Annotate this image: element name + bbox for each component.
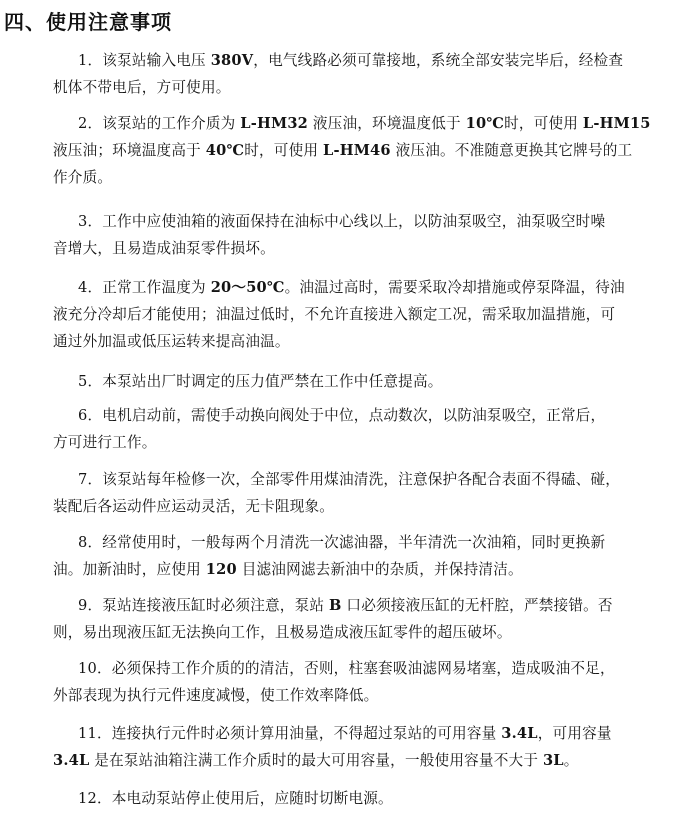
item-2-line-2 bbox=[53, 141, 632, 161]
item-6-line-1 bbox=[78, 406, 605, 426]
text-run: 3．工作中应使油箱的液面保持在油标中心线以上，以防油泵吸空，油泵吸空时噪 bbox=[78, 213, 606, 230]
bold-value: 3L bbox=[542, 752, 564, 769]
text-run: 5．本泵站出厂时调定的压力值严禁在工作中任意提高。 bbox=[78, 373, 443, 390]
text-run: 通过外加温或低压运转来提高油温。 bbox=[53, 333, 290, 350]
text-run: 9．泵站连接液压缸时必须注意，泵站 bbox=[78, 597, 330, 614]
item-5-line-1 bbox=[78, 372, 443, 392]
bold-value: 40℃ bbox=[205, 142, 245, 159]
text-run: ，电气线路必须可靠接地，系统全部安装完毕后，经检查 bbox=[253, 52, 624, 69]
item-2-line-3 bbox=[53, 168, 112, 188]
bold-value: 10℃ bbox=[465, 115, 505, 132]
text-run: 液压油，环境温度低于 bbox=[308, 115, 466, 132]
text-run: 1．该泵站输入电压 bbox=[78, 52, 211, 69]
text-run: 12．本电动泵站停止使用后，应随时切断电源。 bbox=[78, 790, 393, 807]
bold-value: B bbox=[329, 597, 342, 614]
item-4-line-2 bbox=[53, 305, 615, 325]
item-3-line-1 bbox=[78, 212, 605, 232]
item-7-line-2 bbox=[53, 497, 334, 517]
bold-value: 3.4L bbox=[53, 752, 90, 769]
text-run: 油。加新油时，应使用 bbox=[53, 561, 206, 578]
item-3-line-2 bbox=[53, 239, 275, 259]
item-11-line-1 bbox=[78, 724, 612, 744]
text-run: ，可用容量 bbox=[537, 725, 612, 742]
item-10-line-2 bbox=[53, 686, 378, 706]
bold-value: 3.4L bbox=[501, 725, 538, 742]
bold-value: L-HM46 bbox=[323, 142, 391, 159]
item-1-line-2 bbox=[53, 78, 231, 98]
item-2-line-1 bbox=[78, 114, 651, 134]
item-8-line-2 bbox=[53, 560, 523, 580]
text-run: 7．该泵站每年检修一次，全部零件用煤油清洗，注意保护各配合表面不得磕、碰， bbox=[78, 471, 621, 488]
text-run: 外部表现为执行元件速度减慢，使工作效率降低。 bbox=[53, 687, 379, 704]
item-7-line-1 bbox=[78, 470, 620, 490]
bold-value: L-HM32 bbox=[240, 115, 309, 132]
text-run: 时，可使用 bbox=[244, 142, 323, 159]
item-6-line-2 bbox=[53, 433, 157, 453]
item-12-line-1 bbox=[78, 789, 393, 809]
text-run: 。 bbox=[563, 752, 579, 769]
text-run: 目滤油网滤去新油中的杂质，并保持清洁。 bbox=[236, 561, 523, 578]
text-run: 2．该泵站的工作介质为 bbox=[78, 115, 241, 132]
item-10-line-1 bbox=[78, 659, 615, 679]
text-run: 8．经常使用时，一般每两个月清洗一次滤油器，半年清洗一次油箱，同时更换新 bbox=[78, 534, 606, 551]
item-11-line-2 bbox=[53, 751, 579, 771]
text-run: 音增大，且易造成油泵零件损坏。 bbox=[53, 240, 275, 257]
item-8-line-1 bbox=[78, 533, 605, 553]
text-run: 口必须接液压缸的无杆腔，严禁接错。否 bbox=[341, 597, 613, 614]
item-4-line-3 bbox=[53, 332, 290, 352]
text-run: 机体不带电后，方可使用。 bbox=[53, 79, 231, 96]
bold-value: 120 bbox=[205, 561, 237, 578]
item-1-line-1 bbox=[78, 51, 623, 71]
bold-value: 20～50℃ bbox=[210, 279, 285, 296]
text-run: 11．连接执行元件时必须计算用油量，不得超过泵站的可用容量 bbox=[78, 725, 502, 742]
text-run: 是在泵站油箱注满工作介质时的最大可用容量，一般使用容量不大于 bbox=[89, 752, 543, 769]
bold-value: L-HM15 bbox=[582, 115, 651, 132]
text-run: 方可进行工作。 bbox=[53, 434, 157, 451]
text-run: 液压油；环境温度高于 bbox=[53, 142, 206, 159]
text-run: 4．正常工作温度为 bbox=[78, 279, 211, 296]
item-9-line-2 bbox=[53, 623, 512, 643]
item-4-line-1 bbox=[78, 278, 625, 298]
text-run: 液压油。不准随意更换其它牌号的工 bbox=[390, 142, 633, 159]
text-run: 。油温过高时，需要采取冷却措施或停泵降温，待油 bbox=[284, 279, 625, 296]
text-run: 6．电机启动前，需使手动换向阀处于中位，点动数次，以防油泵吸空，正常后， bbox=[78, 407, 606, 424]
item-9-line-1 bbox=[78, 596, 613, 616]
text-run: 作介质。 bbox=[53, 169, 113, 186]
bold-value: 380V bbox=[210, 52, 254, 69]
text-run: 10．必须保持工作介质的的清洁，否则，柱塞套吸油滤网易堵塞，造成吸油不足， bbox=[78, 660, 615, 677]
text-run: 时，可使用 bbox=[504, 115, 583, 132]
text-run: 则，易出现液压缸无法换向工作，且极易造成液压缸零件的超压破坏。 bbox=[53, 624, 512, 641]
text-run: 装配后各运动件应运动灵活，无卡阻现象。 bbox=[53, 498, 335, 515]
text-run: 液充分冷却后才能使用；油温过低时，不允许直接进入额定工况，需采取加温措施，可 bbox=[53, 306, 616, 323]
section-heading: 四、使用注意事项 bbox=[4, 10, 172, 34]
